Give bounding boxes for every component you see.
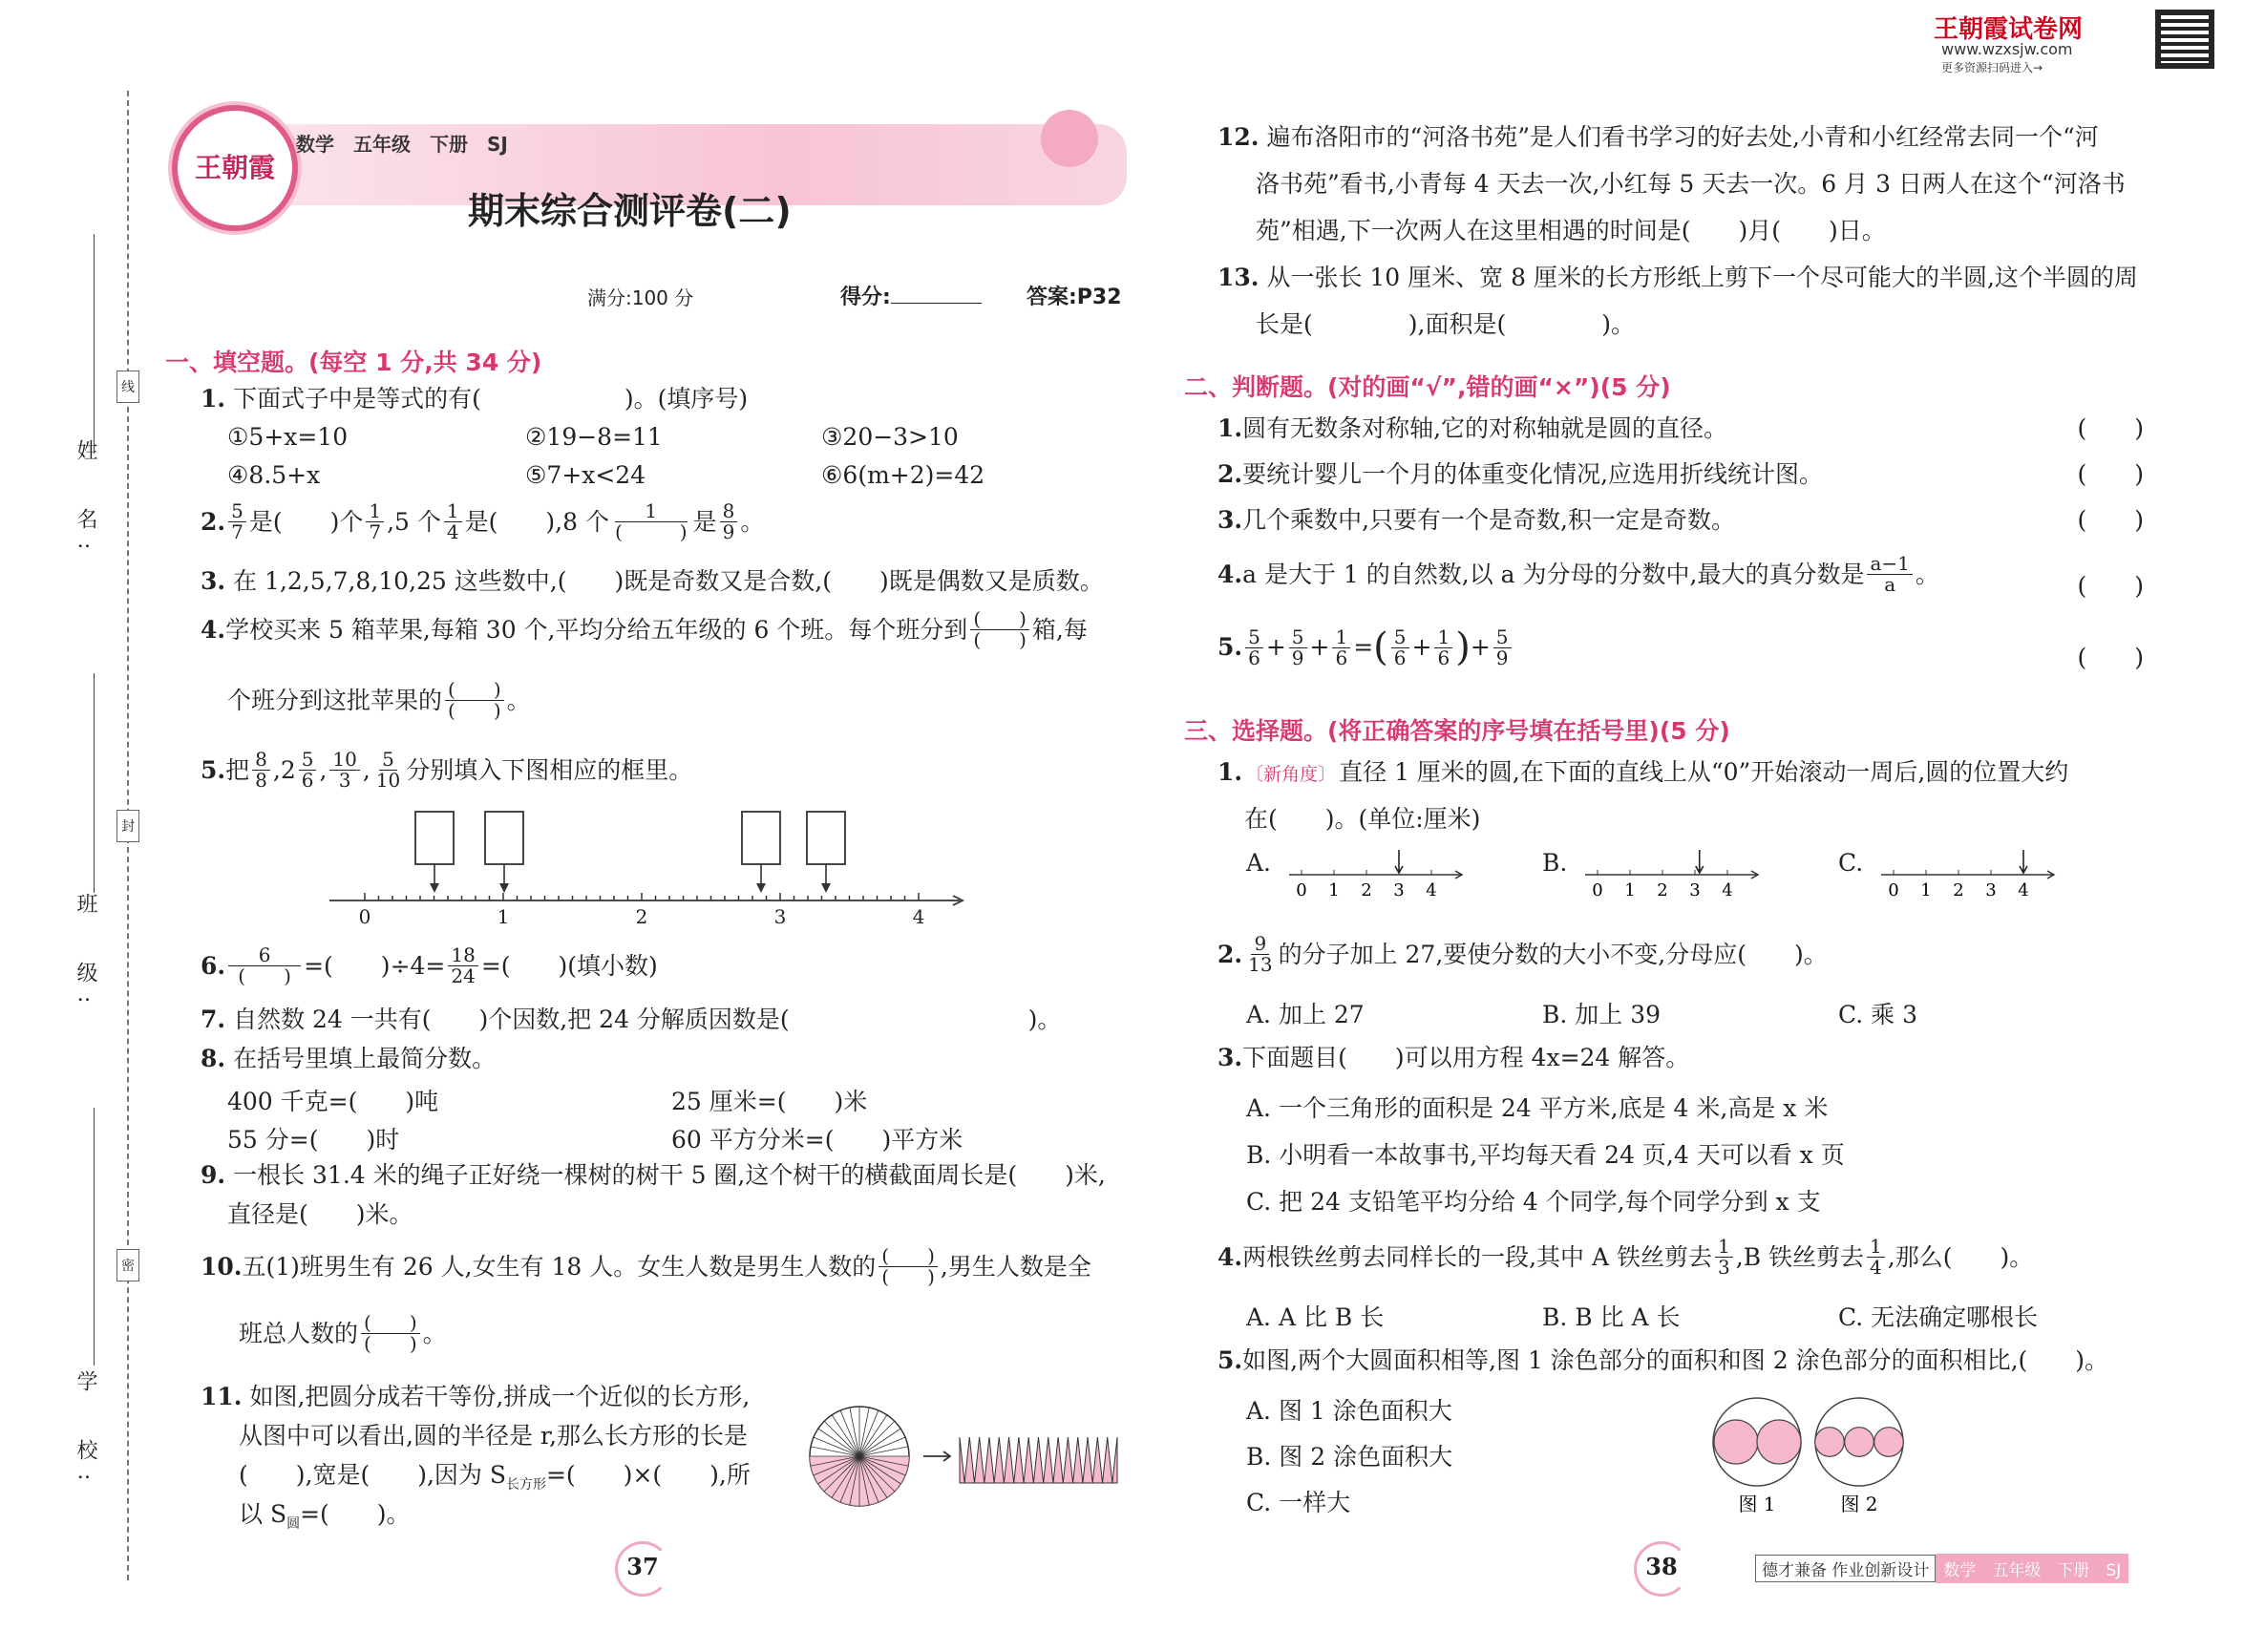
watermark-tip: 更多资源扫码进入→ [1941,61,2043,74]
q5-answer-boxes[interactable] [415,812,845,864]
q1-opt5: ⑤7+x<24 [525,461,646,489]
c4: 4. 两根铁丝剪去同样长的一段,其中 A 铁丝剪去 $\frac{1}{3}$ ,B 铁丝剪去 $\frac{1}{4}$ ,那么( )。 [1217,1235,2034,1279]
q10 [201,1246,1091,1287]
figure-2 [1815,1398,1904,1486]
q10-text2: 班总人数的 [239,1319,359,1347]
watermark-brand: 王朝霞试卷网 [1934,15,2084,44]
axis-tick-label: 2 [1361,880,1372,900]
c5-figures [1709,1394,1919,1518]
q2-text-d: 是 [692,507,717,536]
q4-blank-frac1: $\frac{( )}{( )}$ [970,609,1029,650]
q2-frac1: $\frac{5}{7}$ [228,501,246,542]
q11-line2: 从图中可以看出,圆的半径是 r,那么长方形的长是 [239,1422,749,1450]
new-angle-tag: 〔新角度〕 [1245,764,1337,785]
c1-option-c[interactable]: C. 0 1 2 3 4 [1838,848,1863,878]
q11-line4: 以 $S_圆=$( )。 [239,1500,411,1532]
q5-text: 把 [225,755,250,784]
section2-heading: 二、判断题。(对的画“√”,错的画“×”)(5 分) [1184,373,1671,401]
q6-tail: =( )(填小数) [480,951,658,980]
q5-frac3: $\frac{10}{3}$ [329,750,359,791]
c1-axis-c [1876,848,2058,900]
axis-tick-label: 2 [1953,880,1964,900]
c4-frac1: $\frac{1}{3}$ [1715,1237,1733,1278]
school-underline [94,1108,95,1366]
c3-option-a[interactable]: A. 一个三角形的面积是 24 平方米,底是 4 米,高是 x 米 [1246,1094,1829,1122]
q6-frac2: $\frac{18}{24}$ [448,945,477,986]
judge-5: 5. $\frac{5}{6}$ + $\frac{5}{9}$ + $\frac{1}{6}$ = ( $\frac{5}{6}$ + $\frac{1}{6}$ ) + $\frac{5}{9}$ ( ) [1217,625,2144,671]
school-label: 学 校: [74,1370,97,1494]
axis-tick-label: 3 [1985,880,1997,900]
q12-line1: 遍布洛阳市的“河洛书苑”是人们看书学习的好去处,小青和小红经常去同一个“河 [1266,123,2099,151]
full-score: 满分:100 分 [587,286,694,309]
axis-tick-label: 2 [1657,880,1668,900]
q12-line2: 洛书苑”看书,小青每 4 天去一次,小红每 5 天去一次。6 月 3 日两人在这个“河洛书 [1256,170,2126,198]
q12-number: 12. [1217,123,1260,151]
q4-end: 。 [506,686,531,714]
q8-item3: 55 分=( )时 [227,1126,400,1154]
judge-4-paren[interactable]: ( ) [2077,572,2144,600]
c1: 1. 〔新角度〕 直径 1 厘米的圆,在下面的直线上从“0”开始滚动一周后,圆的位置大约 [1217,758,2069,786]
q1-opt1: ①5+x=10 [227,423,349,451]
q10-mid: ,男生人数是全 [940,1252,1091,1281]
header-banner [162,100,1127,234]
q9 [201,1160,1106,1190]
q5 [201,750,692,791]
q4-blank-frac2: $\frac{( )}{( )}$ [445,680,504,721]
position-arrow [1395,850,1403,873]
q12-line3: 苑”相遇,下一次两人在这里相遇的时间是( )月( )日。 [1256,217,1886,244]
q13-line2: 长是( ),面积是( )。 [1256,310,1635,338]
c5-option-c[interactable]: C. 一样大 [1246,1489,1351,1516]
q2-end: 。 [740,507,765,536]
axis-tick-label: 0 [1592,880,1603,900]
seal-box-line: 线 [116,371,139,403]
q8-item2: 25 厘米=( )米 [671,1088,868,1115]
axis-tick-label: 3 [1393,880,1405,900]
footer-bar [1755,1555,2128,1581]
page-number-left: 37 [609,1539,676,1593]
q5-sep3: , [362,755,370,784]
q10-number: 10. [201,1252,243,1281]
judge-2-paren[interactable]: ( ) [2077,460,2144,488]
axis-tick-label: 0 [1888,880,1899,900]
axis-tick-label: 0 [1296,880,1307,900]
c2-option-a[interactable]: A. 加上 27 [1246,1001,1365,1028]
q8 [201,1044,496,1073]
footer-tag: 数学 五年级 下册 SJ [1936,1554,2128,1583]
sun-icon [1041,110,1098,167]
q1-opt3: ③20−3>10 [821,423,959,451]
q8-item4: 60 平方分米=( )平方米 [671,1126,963,1154]
q3-number: 3. [201,567,226,595]
c3-option-c[interactable]: C. 把 24 支铅笔平均分给 4 个同学,每个同学分到 x 支 [1246,1188,1821,1216]
c1-line2: 在( )。(单位:厘米) [1244,805,1481,833]
page-title: 期末综合测评卷(二) [468,190,792,232]
axis-tick-label: 1 [1328,880,1340,900]
c4-frac2: $\frac{1}{4}$ [1867,1237,1885,1278]
q3-text: 在 1,2,5,7,8,10,25 这些数中,( )既是奇数又是合数,( )既是偶数又是质数。 [233,567,1104,595]
q13-line1: 从一张长 10 厘米、宽 8 厘米的长方形纸上剪下一个尽可能大的半圆,这个半圆的周 [1266,264,2138,291]
q5-tick-label: 1 [497,905,510,928]
c5: 5.如图,两个大圆面积相等,图 1 涂色部分的面积和图 2 涂色部分的面积相比,( )。 [1217,1346,2109,1374]
q2-text-c: 是( ),8 个 [464,507,609,536]
q4-text2: 个班分到这批苹果的 [227,686,443,714]
q8-number: 8. [201,1045,226,1072]
q3 [201,566,1104,596]
q5-tick-label: 2 [635,905,648,928]
q5-tail: 分别填入下图相应的框里。 [406,755,693,784]
q4-number: 4. [201,615,226,644]
q5-number: 5. [201,755,226,784]
q13 [1217,263,2138,292]
axis-tick-label: 4 [1722,880,1733,900]
score-label: 得分: [840,281,982,310]
q5-sep2: , [319,755,328,784]
arrow-icon [923,1451,950,1461]
section3-heading: 三、选择题。(将正确答案的序号填在括号里)(5 分) [1184,717,1730,745]
c2-option-b[interactable]: B. 加上 39 [1542,1001,1662,1028]
sector-circle [810,1407,909,1506]
judge-1-paren[interactable]: ( ) [2077,414,2144,442]
q1-opt2: ②19−8=11 [525,423,663,451]
c4-option-a[interactable]: A. A 比 B 长 [1246,1303,1385,1331]
c2: 2. $\frac{9}{13}$ 的分子加上 27,要使分数的大小不变,分母应( )。 [1217,932,1828,976]
q5-whole: 2 [280,755,296,784]
q2-text-a: 是( )个 [248,507,364,536]
q6 [201,945,658,986]
q10-line2 [239,1313,447,1354]
c4-option-b[interactable]: B. B 比 A 长 [1542,1303,1681,1331]
judge-1: 1.圆有无数条对称轴,它的对称轴就是圆的直径。 ( ) [1217,414,2144,442]
c3-option-b[interactable]: B. 小明看一本故事书,平均每天看 24 页,4 天可以看 x 页 [1246,1141,1845,1169]
q13-number: 13. [1217,264,1260,291]
name-label: 姓 名: [74,439,97,563]
c1-axis-a [1284,848,1466,900]
c1-option-a[interactable]: A. 0 1 2 3 4 [1246,848,1271,878]
judge-4-frac: $\frac{a-1}{a}$ [1867,554,1912,595]
judge-3: 3.几个乘数中,只要有一个是奇数,积一定是奇数。 ( ) [1217,506,2144,534]
q2-frac4: $\frac{1}{( )}$ [614,499,688,543]
c4-option-c[interactable]: C. 无法确定哪根长 [1838,1303,2039,1331]
logo-badge [172,105,298,231]
c2-option-c[interactable]: C. 乘 3 [1838,1001,1917,1028]
figure-1 [1713,1398,1801,1486]
c2-frac: $\frac{9}{13}$ [1248,932,1273,976]
seal-box-secret: 密 [116,1249,139,1281]
judge-2: 2.要统计婴儿一个月的体重变化情况,应选用折线统计图。 ( ) [1217,460,2144,488]
axis-tick-label: 4 [1426,880,1437,900]
subject-line: 数学 五年级 下册 SJ [296,133,508,156]
q11-figure [807,1399,1122,1523]
q7-number: 7. [201,1006,226,1033]
c3: 3.下面题目( )可以用方程 4x=24 解答。 [1217,1044,1690,1071]
answer-ref: 答案:P32 [1027,286,1122,309]
figure-2-label: 图 2 [1840,1493,1878,1515]
axis-tick-label: 4 [2018,880,2029,900]
axis-tick-label: 1 [1624,880,1636,900]
figure-1-label: 图 1 [1738,1493,1776,1515]
logo-text: 王朝霞 [194,152,275,183]
axis-tick-label: 3 [1689,880,1701,900]
section1-heading: 一、填空题。(每空 1 分,共 34 分) [165,349,542,376]
judge-5-paren[interactable]: ( ) [2077,644,2144,671]
q5-number-line [325,807,974,931]
c1-option-b[interactable]: B. 0 1 2 3 4 [1542,848,1567,878]
watermark [1934,10,2225,76]
q10-blank-frac1: $\frac{( )}{( )}$ [879,1246,938,1287]
q2-text-b: ,5 个 [387,507,441,536]
q9-text: 一根长 31.4 米的绳子正好绕一棵树的树干 5 圈,这个树干的横截面周长是( )米, [233,1161,1106,1189]
q8-text: 在括号里填上最简分数。 [233,1045,497,1072]
q1-text: 下面式子中是等式的有( )。(填序号) [233,385,749,413]
position-arrow [2020,850,2027,873]
q6-number: 6. [201,951,226,980]
q9-number: 9. [201,1161,226,1189]
q5-frac2: $\frac{5}{6}$ [299,750,317,791]
q4-text-mid: 箱,每 [1031,615,1088,644]
q10-end: 。 [422,1319,447,1347]
q4-line2 [227,680,531,721]
q5-sep1: , [272,755,281,784]
q5-frac4: $\frac{5}{10}$ [375,748,401,792]
q2-frac5: $\frac{8}{9}$ [720,501,738,542]
qr-code-icon[interactable] [2155,10,2214,69]
q12 [1217,122,2099,152]
q9-line2: 直径是( )米。 [227,1200,413,1228]
q2-frac3: $\frac{1}{4}$ [444,501,462,542]
q10-text: 五(1)班男生有 26 人,女生有 18 人。女生人数是男生人数的 [242,1252,877,1281]
q5-tick-label: 3 [773,905,787,928]
q4 [201,609,1088,650]
q6-frac1: $\frac{6}{( )}$ [228,945,301,986]
footer-brand: 德才兼备 作业创新设计 [1755,1555,1936,1582]
q11-line3: ( ),宽是( ),因为 $S_{长方形}=$( )×( ),所 [239,1461,751,1493]
q10-blank-frac2: $\frac{( )}{( )}$ [361,1313,420,1354]
q5-frac1: $\frac{8}{8}$ [252,750,270,791]
q2-frac2: $\frac{1}{7}$ [366,501,384,542]
c5-option-a[interactable]: A. 图 1 涂色面积大 [1246,1397,1452,1425]
c5-option-b[interactable]: B. 图 2 涂色面积大 [1246,1443,1453,1471]
q8-item1: 400 千克=( )吨 [227,1088,439,1115]
q11-line1: 如图,把圆分成若干等份,拼成一个近似的长方形, [249,1383,751,1410]
q5-tick-label: 4 [912,905,925,928]
q4-text: 学校买来 5 箱苹果,每箱 30 个,平均分给五年级的 6 个班。每个班分到 [225,615,968,644]
q11 [201,1382,750,1411]
position-arrow [1696,850,1704,873]
q1-opt4: ④8.5+x [227,461,321,489]
page-number-right: 38 [1628,1539,1695,1593]
q11-number: 11. [201,1383,243,1410]
name-underline [94,234,95,454]
q1 [201,384,748,413]
class-label: 班 级: [74,893,97,1017]
c1-axis-b [1580,848,1762,900]
approx-rectangle [960,1437,1117,1483]
q7-text: 自然数 24 一共有( )个因数,把 24 分解质因数是( )。 [233,1006,1062,1033]
axis-tick-label: 1 [1920,880,1932,900]
q2-number: 2. [201,507,226,536]
q1-number: 1. [201,385,226,413]
q6-mid: =( )÷4= [304,951,446,980]
q7 [201,1005,1061,1034]
q1-opt6: ⑥6(m+2)=42 [821,461,985,489]
judge-4: 4. a 是大于 1 的自然数,以 a 为分母的分数中,最大的真分数是 $\frac{a-1}{a}$ 。 ( ) [1217,552,2144,600]
class-underline [94,673,95,893]
watermark-url[interactable]: www.wzxsjw.com [1941,40,2073,58]
judge-3-paren[interactable]: ( ) [2077,506,2144,534]
seal-box-seal: 封 [116,810,139,842]
q5-tick-label: 0 [358,905,371,928]
q2 [201,501,764,542]
